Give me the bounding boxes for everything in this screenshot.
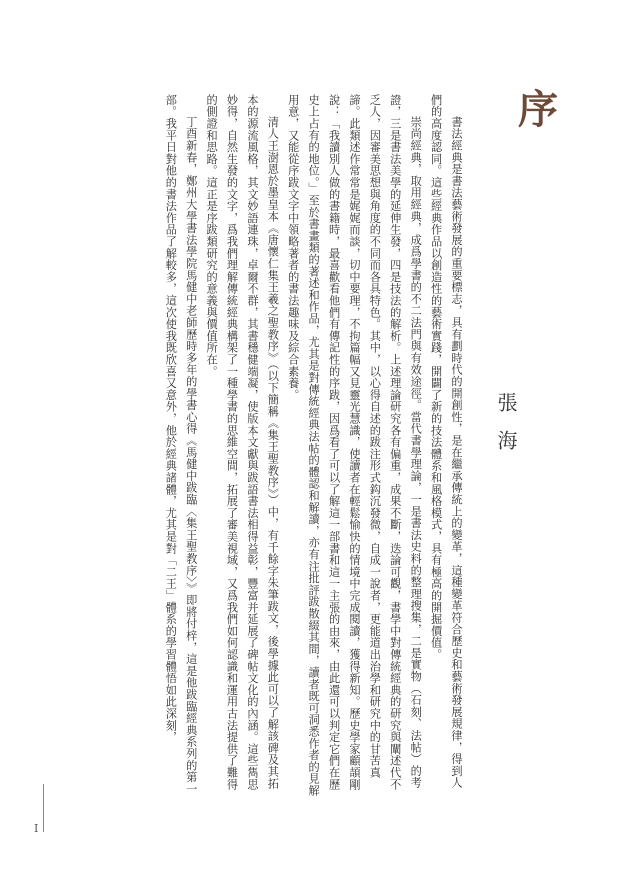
- footer-rule: [43, 784, 44, 832]
- paragraph-2: 崇尚經典，取用經典，成爲學書的不二法門與有效途徑。當代書學理論，一是書法史料的整理搜集，二是實物（石刻、法帖）的考證，三是書法美學的延伸生發，四是技法的解析。上述理論研究各有偏重，成果不斷，迭論可觀，書學中對傳統經典的研究與闡述代不乏人，因審美思想與角度的不同而各具特色。其中，以心得自述的跋注形式鈎沉發微，自成一說者，更能道出治學和研究中的甘苦真諦。此類述作常常是娓娓而談，切中要理，不拘篇幅又見靈光慧識，使讀者在輕鬆愉快的情境中完成閱讀，獲得新知。歷史學家顧頡剛說：「我讀別人做的書籍時，最喜歡看他們有傳記性的序跋，因爲看了可以了解這一部書和這一主張的由來，由此還可以判定它們在歷史上占有的地位。」至於書畫類的著述和作品，尤其是對傳統經典法帖的體認和解讀，亦有注批評跋散綴其間，讀者既可洞悉作者的見解用意，又能從序跋文字中領略著者的書法趣味及綜合素養。: [286, 94, 423, 797]
- page-title: 序: [518, 86, 558, 133]
- page-number: I: [34, 822, 39, 835]
- paragraph-3: 清人王澍恩於墨皇本《唐懷仁集王羲之聖教序》（以下簡稱《集王聖教序》）中，有千餘字朱筆跋文，後學據此可以了解該碑及其拓本的源流風格，其文妙語連珠，卓爾不群，其書穩健端凝，使版本文獻與跋語書法相得益彰，豐富并延展了碑帖文化的內涵。這些雋思妙得，自然生發的文字，爲我們理解傳統經典構架了一種學書的思維空間，拓展了審美視域，又爲我們如何認識和運用古法提供了難得的側證和思路。這正是序跋類研究的意義與價值所在。: [205, 94, 280, 791]
- preface-body: [72, 94, 466, 799]
- paragraph-4: 丁酉新春，鄭州大學書法學院馬健中老師歷時多年的學書心得《馬健中跋臨〈集王聖教序〉》即將付梓，這是他跋臨經典系列的第一部。我平日對他的書法作品了解較多，這次使我既欣喜又意外，他於經典諸體，尤其是對「二王」體系的學習體悟如此深刻，: [164, 94, 198, 796]
- author-name: 張海: [494, 392, 518, 468]
- paragraph-1: 書法經典是書法藝術發展的重要標志，具有劃時代的開創性，是在繼承傳統上的變革，這種變革符合歷史和藝術發展規律，得到人們的高度認同。這些經典作品以創造性的藝術實踐，開闢了新的技法體系和風格模式，具有極高的開掘價值。: [429, 94, 463, 789]
